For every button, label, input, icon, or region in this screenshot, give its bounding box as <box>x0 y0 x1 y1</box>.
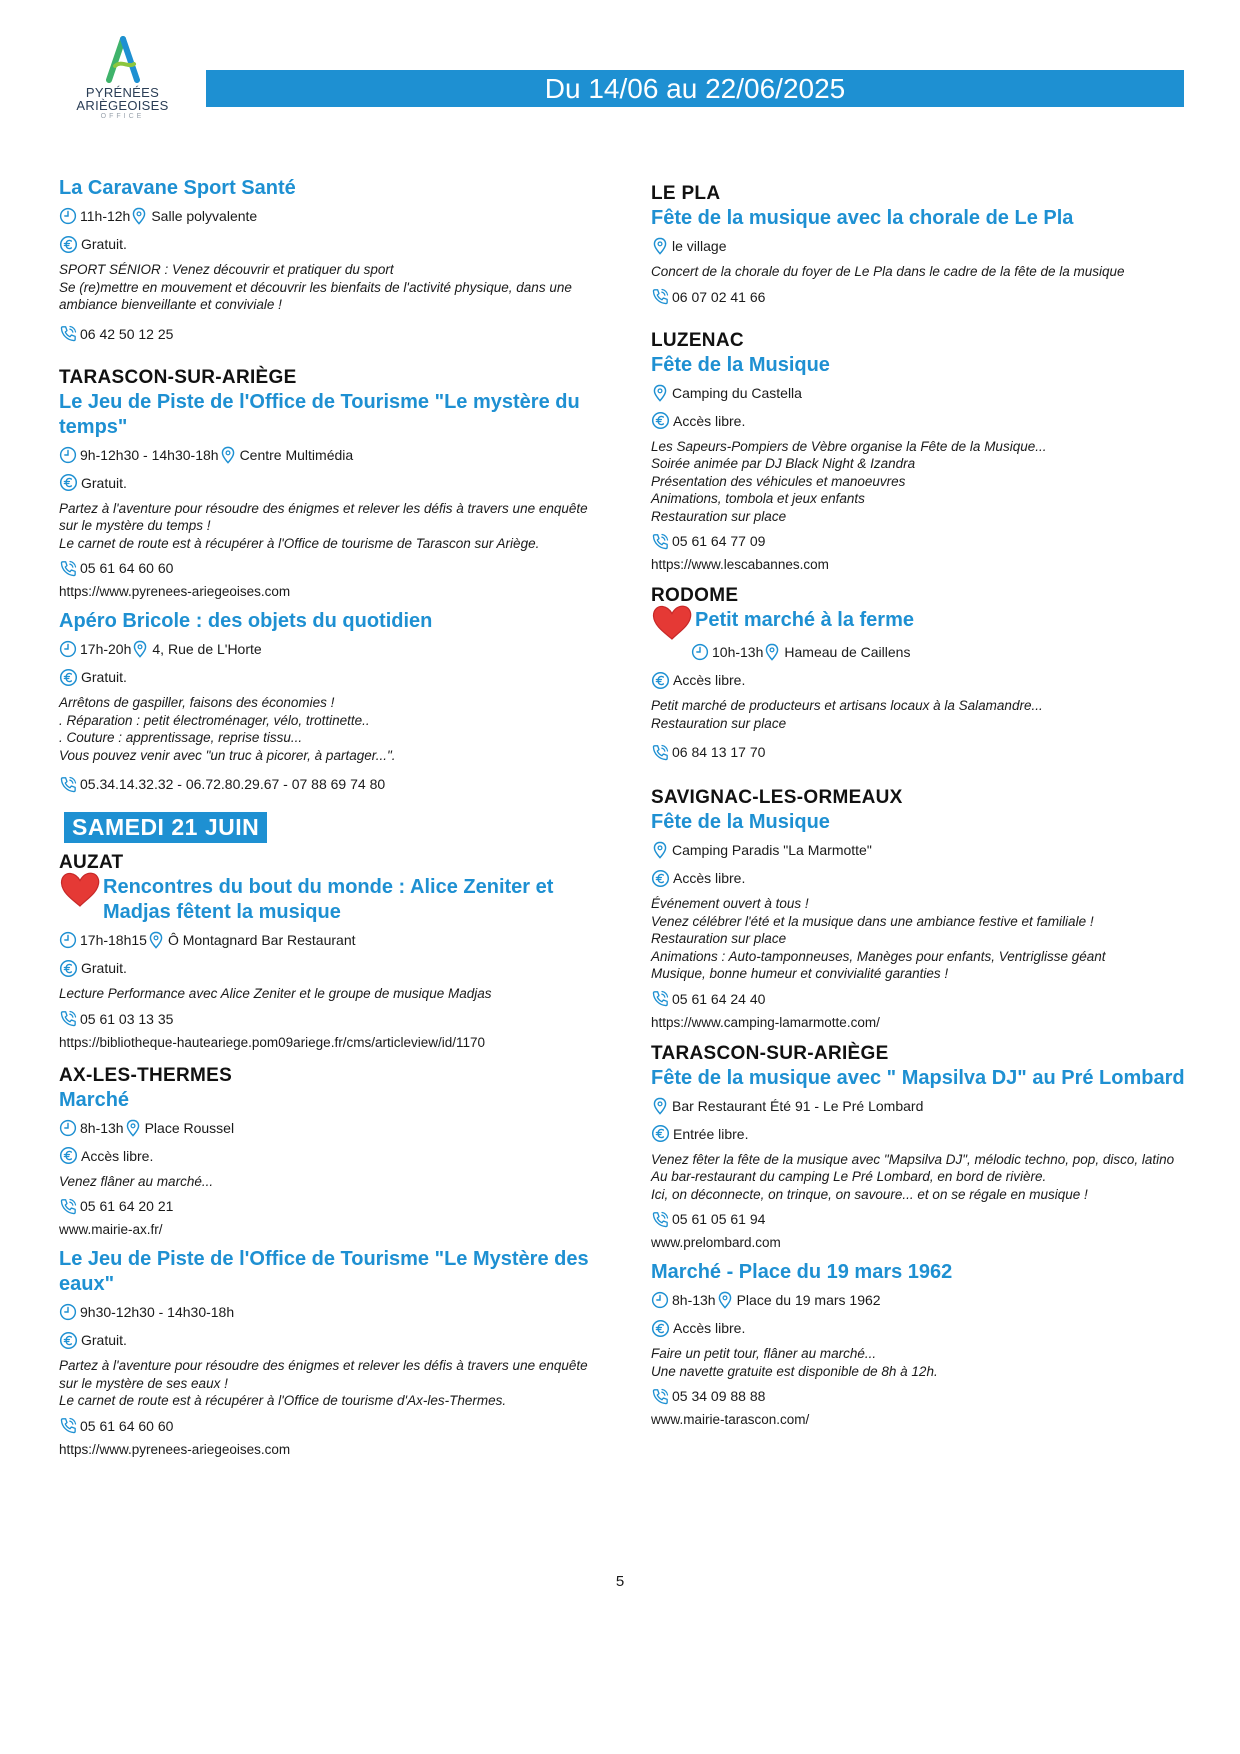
location-pin-icon <box>651 1097 669 1115</box>
event-title-row <box>59 875 604 925</box>
event-phone <box>651 287 1191 307</box>
phone-icon <box>59 1197 78 1216</box>
event-place: Salle polyvalente <box>151 208 258 224</box>
clock-icon <box>59 640 77 658</box>
event-info <box>59 639 604 659</box>
desc-line: Le carnet de route est à récupérer à l'Office de tourisme d'Ax-les-Thermes. <box>59 1393 507 1408</box>
event-title: Fête de la musique avec la chorale de Le Pla <box>651 207 1074 229</box>
event-price <box>59 473 604 493</box>
event-info <box>59 206 604 226</box>
event-card <box>59 609 604 794</box>
event-title: Fête de la Musique <box>651 811 830 833</box>
desc-line: Partez à l'aventure pour résoudre des énigmes et relever les défis à travers une enquête sur le mystère de ses eaux ! <box>59 1358 588 1391</box>
phone-number: 06 84 13 17 70 <box>672 744 766 760</box>
desc-line: Au bar-restaurant du camping Le Pré Lombard, en bord de rivière. <box>651 1169 1047 1184</box>
phone-icon <box>651 743 670 762</box>
desc-line: Venez célébrer l'été et la musique dans une ambiance festive et familiale ! <box>651 913 1094 929</box>
location-pin-icon <box>651 841 669 859</box>
event-price <box>651 411 1191 431</box>
event-description <box>59 694 604 764</box>
town-heading: AX-LES-THERMES <box>59 1064 233 1086</box>
event-price <box>59 667 604 687</box>
clock-icon <box>59 1119 77 1137</box>
event-title-row <box>651 608 1191 642</box>
phone-number: 05 61 64 24 40 <box>672 990 766 1007</box>
logo-line-3: OFFICE <box>100 113 145 120</box>
logo-a-icon <box>103 36 143 86</box>
event-price-text: Gratuit. <box>81 960 127 976</box>
event-card <box>59 1088 604 1240</box>
phone-number: 05 61 64 60 60 <box>80 560 174 576</box>
desc-line: Les Sapeurs-Pompiers de Vèbre organise la Fête de la Musique... <box>651 438 1047 454</box>
phone-icon <box>59 559 78 578</box>
phone-number: 05 61 03 13 35 <box>80 1010 174 1027</box>
event-card <box>651 608 1191 762</box>
location-pin-icon <box>130 207 148 225</box>
location-pin-icon <box>131 640 149 658</box>
event-link[interactable]: https://www.pyrenees-ariegeoises.com <box>59 1441 291 1457</box>
desc-line: Événement ouvert à tous ! <box>651 896 809 911</box>
event-price <box>651 868 1191 888</box>
event-card <box>59 875 604 1052</box>
euro-icon <box>651 1124 670 1143</box>
date-banner: Du 14/06 au 22/06/2025 <box>206 70 1184 107</box>
event-place: le village <box>672 238 727 254</box>
clock-icon <box>651 1291 669 1309</box>
event-info <box>651 840 1191 860</box>
event-title: Apéro Bricole : des objets du quotidien <box>59 610 433 632</box>
desc-line: Animations : Auto-tamponneuses, Manèges pour enfants, Ventriglisse géant <box>651 948 1106 964</box>
event-description <box>651 1345 1191 1380</box>
event-price-text: Accès libre. <box>673 672 746 688</box>
event-price-text: Entrée libre. <box>673 1125 749 1142</box>
event-price <box>59 1146 604 1166</box>
event-title: Rencontres du bout du monde : Alice Zeniter et Madjas fêtent la musique <box>103 876 554 923</box>
event-description <box>651 438 1191 526</box>
town-heading: SAVIGNAC-LES-ORMEAUX <box>651 787 903 808</box>
event-phone <box>651 989 1191 1009</box>
event-phone <box>59 558 604 578</box>
event-price <box>59 234 604 254</box>
event-phone <box>59 774 604 794</box>
event-price <box>651 1124 1191 1144</box>
logo-line-2: ARIÈGEOISES <box>76 98 169 113</box>
desc-line: Le carnet de route est à récupérer à l'Office de tourisme de Tarascon sur Ariège. <box>59 535 540 551</box>
euro-icon <box>651 671 670 690</box>
event-description <box>59 261 604 314</box>
right-column <box>651 180 1191 1429</box>
event-price-text: Accès libre. <box>673 1320 746 1336</box>
phone-number: 05 61 64 20 21 <box>80 1198 174 1214</box>
desc-line: Soirée animée par DJ Black Night & Izandra <box>651 456 916 471</box>
desc-line: Ici, on déconnecte, on trinque, on savoure... et on se régale en musique ! <box>651 1186 1088 1202</box>
location-pin-icon <box>716 1291 734 1309</box>
event-info <box>651 236 1191 256</box>
event-link[interactable]: www.mairie-tarascon.com/ <box>651 1412 810 1427</box>
event-place: Camping du Castella <box>672 384 802 401</box>
event-description <box>59 1173 604 1191</box>
euro-icon <box>59 1331 78 1350</box>
town-heading: TARASCON-SUR-ARIÈGE <box>59 366 297 388</box>
event-place: 4, Rue de L'Horte <box>152 641 262 657</box>
event-phone <box>651 1386 1191 1406</box>
phone-icon <box>59 1009 78 1028</box>
desc-line: Concert de la chorale du foyer de Le Pla dans le cadre de la fête de la musique <box>651 264 1125 279</box>
event-phone <box>59 1009 604 1029</box>
event-title: Petit marché à la ferme <box>695 609 914 631</box>
event-info <box>651 383 1191 403</box>
event-info <box>59 930 604 950</box>
day-heading: SAMEDI 21 JUIN <box>64 812 267 843</box>
logo <box>70 36 175 141</box>
event-card <box>59 390 604 602</box>
desc-line: Musique, bonne humeur et convivialité garanties ! <box>651 966 949 981</box>
clock-icon <box>59 207 77 225</box>
town-heading: LE PLA <box>651 183 721 204</box>
phone-icon <box>651 989 670 1008</box>
event-title: Fête de la Musique <box>651 353 830 376</box>
event-phone <box>59 1416 604 1436</box>
event-title: Le Jeu de Piste de l'Office de Tourisme "Le mystère du temps" <box>59 390 580 438</box>
event-link[interactable]: https://www.camping-lamarmotte.com/ <box>651 1014 880 1030</box>
event-description <box>59 1357 604 1410</box>
event-info <box>59 1118 604 1138</box>
euro-icon <box>59 473 78 492</box>
event-card <box>651 1260 1191 1429</box>
location-pin-icon <box>651 384 669 402</box>
event-phone <box>59 324 604 344</box>
event-place: Centre Multimédia <box>239 446 354 463</box>
event-title: Marché - Place du 19 mars 1962 <box>651 1261 953 1283</box>
euro-icon <box>59 235 78 254</box>
location-pin-icon <box>124 1119 142 1137</box>
event-card <box>651 206 1191 307</box>
town-heading: RODOME <box>651 585 739 606</box>
event-time: 17h-20h <box>80 641 132 657</box>
event-price <box>59 1330 604 1350</box>
desc-line: Restauration sur place <box>651 715 787 731</box>
event-info <box>59 445 604 465</box>
clock-icon <box>59 446 77 464</box>
event-title: Marché <box>59 1088 130 1111</box>
clock-icon <box>59 1303 77 1321</box>
desc-line: Restauration sur place <box>651 931 787 946</box>
event-time: 11h-12h <box>80 208 131 224</box>
desc-line: Venez flâner au marché... <box>59 1173 214 1189</box>
phone-icon <box>59 324 78 343</box>
event-title: La Caravane Sport Santé <box>59 177 296 199</box>
phone-icon <box>59 775 78 794</box>
event-price-text: Gratuit. <box>81 1332 127 1348</box>
phone-number: 06 07 02 41 66 <box>672 288 766 305</box>
heart-icon <box>59 871 101 909</box>
event-price <box>651 1318 1191 1338</box>
desc-line: Faire un petit tour, flâner au marché... <box>651 1346 877 1361</box>
event-description <box>651 1151 1191 1204</box>
euro-icon <box>651 1319 670 1338</box>
phone-number: 05.34.14.32.32 - 06.72.80.29.67 - 07 88 69 74 80 <box>80 776 386 792</box>
event-phone <box>59 1196 604 1216</box>
phone-icon <box>651 1387 670 1406</box>
event-title: Le Jeu de Piste de l'Office de Tourisme "Le Mystère des eaux" <box>59 1248 589 1295</box>
event-time: 9h-12h30 - 14h30-18h <box>80 446 219 463</box>
phone-number: 05 61 64 77 09 <box>672 533 766 549</box>
phone-icon <box>651 287 670 306</box>
event-title: Fête de la musique avec " Mapsilva DJ" au Pré Lombard <box>651 1066 1185 1089</box>
event-info <box>651 642 1191 662</box>
event-description <box>651 895 1191 983</box>
desc-line: Vous pouvez venir avec "un truc à picorer, à partager...". <box>59 747 396 763</box>
phone-number: 06 42 50 12 25 <box>80 325 174 342</box>
desc-line: Animations, tombola et jeux enfants <box>651 491 865 506</box>
event-phone <box>651 531 1191 551</box>
town-heading: AUZAT <box>59 852 124 873</box>
phone-number: 05 61 64 60 60 <box>80 1417 174 1434</box>
euro-icon <box>651 869 670 888</box>
event-card <box>59 176 604 344</box>
event-price <box>651 670 1191 690</box>
event-link[interactable]: https://www.lescabannes.com <box>651 557 829 572</box>
event-description <box>651 697 1191 732</box>
desc-line: Venez fêter la fête de la musique avec "Mapsilva DJ", mélodic techno, pop, disco, latino <box>651 1151 1175 1167</box>
location-pin-icon <box>763 643 781 661</box>
euro-icon <box>651 411 670 430</box>
event-place: Hameau de Caillens <box>784 644 911 660</box>
town-heading: TARASCON-SUR-ARIÈGE <box>651 1042 889 1064</box>
event-time: 10h-13h <box>712 644 764 660</box>
event-price-text: Gratuit. <box>81 236 127 252</box>
desc-line: Présentation des véhicules et manoeuvres <box>651 473 906 489</box>
location-pin-icon <box>219 446 237 464</box>
desc-line: SPORT SÉNIOR : Venez découvrir et pratiquer du sport <box>59 262 394 277</box>
desc-line: . Couture : apprentissage, reprise tissu... <box>59 730 303 745</box>
event-price-text: Accès libre. <box>673 412 746 429</box>
event-link[interactable]: www.prelombard.com <box>651 1235 781 1250</box>
euro-icon <box>59 668 78 687</box>
desc-line: Arrêtons de gaspiller, faisons des économies ! <box>59 695 335 710</box>
location-pin-icon <box>147 931 165 949</box>
event-phone <box>651 1209 1191 1229</box>
event-place: Camping Paradis "La Marmotte" <box>672 842 872 858</box>
event-description <box>651 263 1191 281</box>
event-info <box>59 1302 604 1322</box>
event-description <box>59 985 604 1003</box>
event-card <box>651 1066 1191 1253</box>
phone-number: 05 61 05 61 94 <box>672 1211 766 1227</box>
clock-icon <box>59 931 77 949</box>
clock-icon <box>691 643 709 661</box>
desc-line: Se (re)mettre en mouvement et découvrir les bienfaits de l'activité physique, dans une ambiance bienveillante et conviviale ! <box>59 279 572 312</box>
location-pin-icon <box>651 237 669 255</box>
event-card <box>651 353 1191 575</box>
event-link[interactable]: https://bibliotheque-hauteariege.pom09ariege.fr/cms/articleview/id/1170 <box>59 1034 485 1050</box>
euro-icon <box>59 1146 78 1165</box>
event-time: 9h30-12h30 - 14h30-18h <box>80 1304 235 1320</box>
euro-icon <box>59 959 78 978</box>
phone-icon <box>59 1416 78 1435</box>
event-price-text: Accès libre. <box>673 870 746 886</box>
desc-line: Petit marché de producteurs et artisans locaux à la Salamandre... <box>651 698 1043 713</box>
event-card <box>651 810 1191 1032</box>
phone-icon <box>651 532 670 551</box>
event-link[interactable]: www.mairie-ax.fr/ <box>59 1222 163 1237</box>
day-heading-wrap <box>59 812 604 843</box>
event-phone <box>651 742 1191 762</box>
desc-line: Restauration sur place <box>651 508 787 524</box>
event-card <box>59 1247 604 1459</box>
event-price <box>59 958 604 978</box>
event-link[interactable]: https://www.pyrenees-ariegeoises.com <box>59 584 291 599</box>
event-price-text: Gratuit. <box>81 474 127 491</box>
desc-line: Lecture Performance avec Alice Zeniter et le groupe de musique Madjas <box>59 986 492 1001</box>
event-price-text: Gratuit. <box>81 669 127 685</box>
desc-line: Partez à l'aventure pour résoudre des énigmes et relever les défis à travers une enquête sur le mystère du temps ! <box>59 500 588 533</box>
desc-line: . Réparation : petit électroménager, vélo, trottinette.. <box>59 712 370 728</box>
event-place: Place Roussel <box>144 1119 235 1136</box>
event-time: 8h-13h <box>80 1119 124 1136</box>
desc-line: Une navette gratuite est disponible de 8h à 12h. <box>651 1363 938 1379</box>
phone-icon <box>651 1210 670 1229</box>
event-info <box>651 1290 1191 1310</box>
page-number: 5 <box>615 1573 625 1590</box>
town-heading: LUZENAC <box>651 329 744 351</box>
event-info <box>651 1096 1191 1116</box>
event-time: 8h-13h <box>672 1292 716 1308</box>
event-time: 17h-18h15 <box>80 932 147 948</box>
phone-number: 05 34 09 88 88 <box>672 1388 766 1404</box>
logo-line-1: PYRÉNÉES <box>85 85 160 100</box>
event-place: Ô Montagnard Bar Restaurant <box>167 932 356 948</box>
heart-icon <box>651 604 693 642</box>
event-price-text: Accès libre. <box>81 1147 154 1164</box>
event-place: Place du 19 mars 1962 <box>736 1292 881 1308</box>
event-place: Bar Restaurant Été 91 - Le Pré Lombard <box>672 1097 924 1114</box>
left-column <box>59 176 604 1459</box>
event-description <box>59 500 604 553</box>
